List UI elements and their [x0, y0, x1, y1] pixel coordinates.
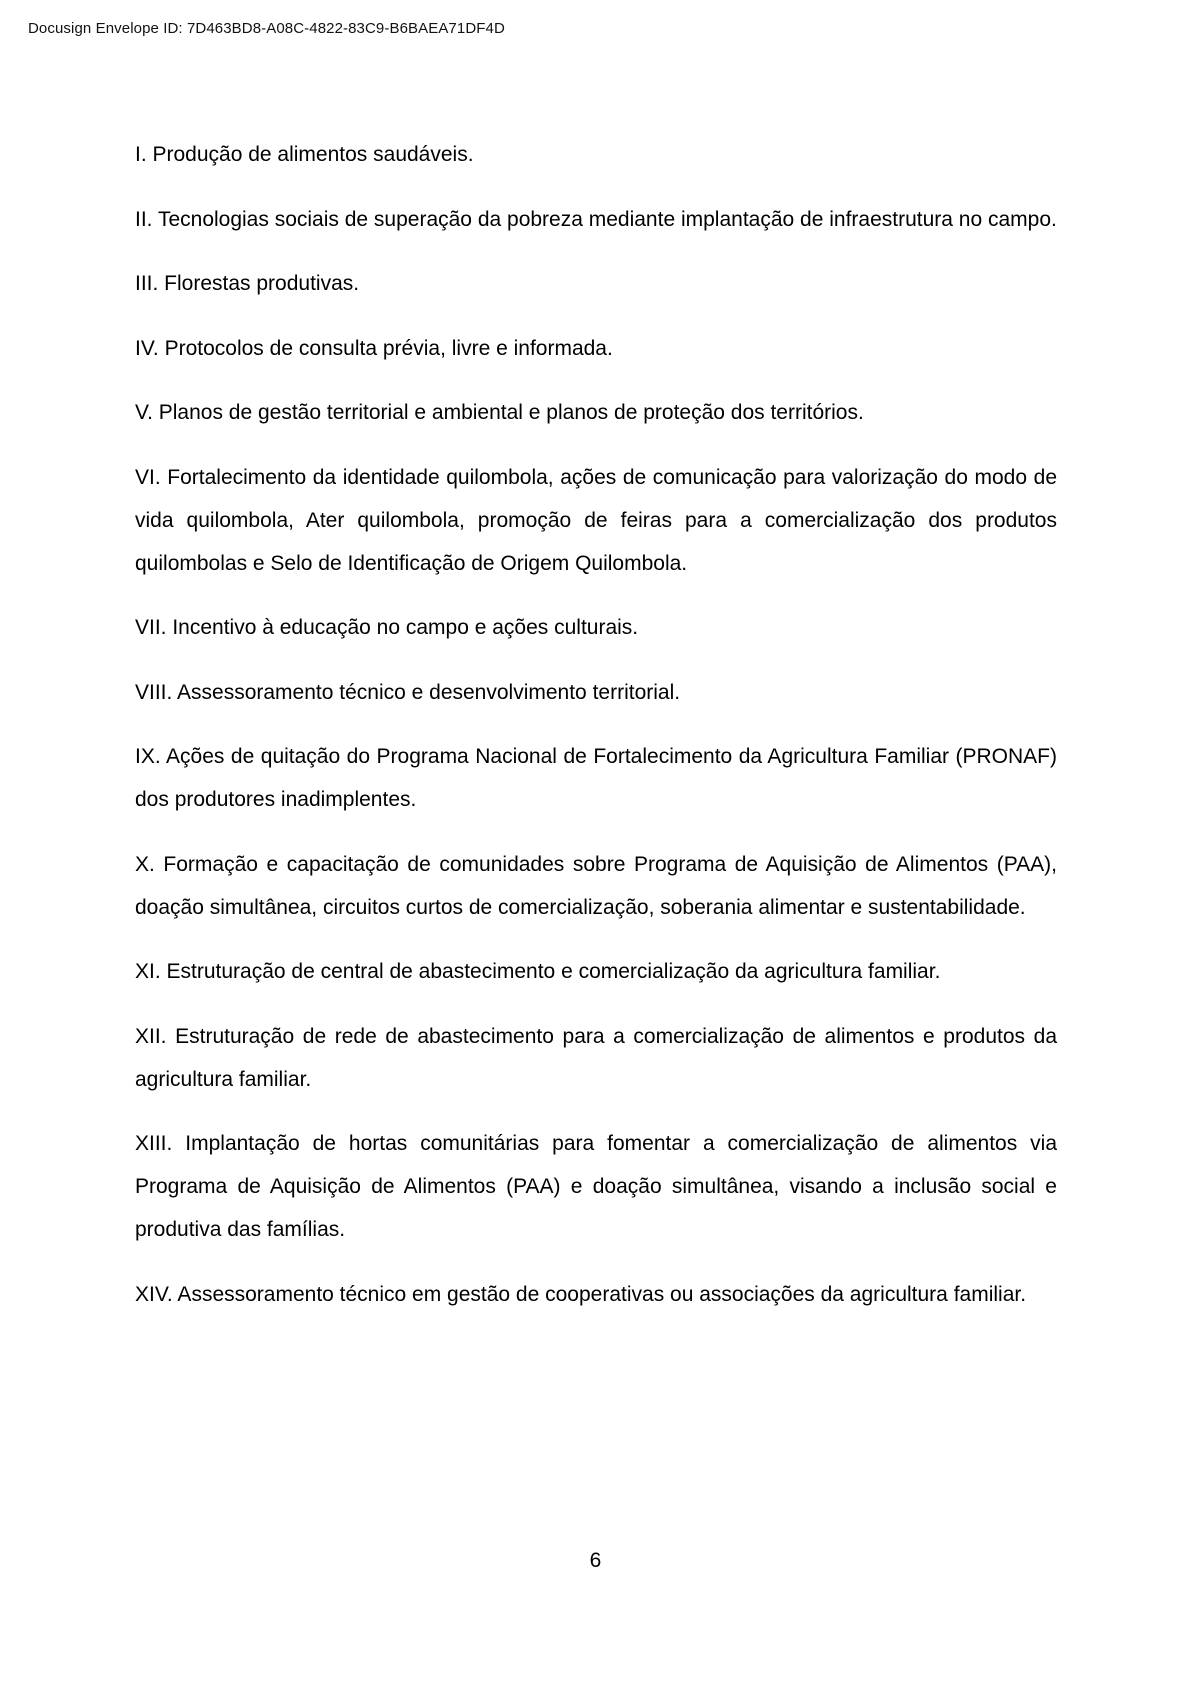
- document-page-content: [135, 133, 1057, 1337]
- page-number: 6: [589, 1549, 602, 1572]
- list-item-iv: IV. Protocolos de consulta prévia, livre e informada.: [135, 336, 613, 360]
- list-item-iii: III. Florestas produtivas.: [135, 272, 360, 295]
- list-item-ii: II. Tecnologias sociais de superação da pobreza mediante implantação de infraestrutura no campo.: [135, 207, 1057, 231]
- list-item-ix: IX. Ações de quitação do Programa Nacional de Fortalecimento da Agricultura Familiar (PRONAF) dos produtores inadimplentes.: [135, 745, 1057, 811]
- docusign-envelope-id-label: Docusign Envelope ID: 7D463BD8-A08C-4822-83C9-B6BAEA71DF4D: [28, 20, 505, 37]
- list-item-vii: VII. Incentivo à educação no campo e ações culturais.: [135, 616, 639, 639]
- list-item-xi: XI. Estruturação de central de abastecimento e comercialização da agricultura familiar.: [135, 960, 941, 983]
- list-item-viii: VIII. Assessoramento técnico e desenvolvimento territorial.: [135, 680, 681, 704]
- list-item-xii: XII. Estruturação de rede de abastecimento para a comercialização de alimentos e produtos da agricultura familiar.: [135, 1024, 1057, 1091]
- list-item-xiv: XIV. Assessoramento técnico em gestão de cooperativas ou associações da agricultura familiar.: [135, 1282, 1027, 1306]
- list-item-xiii: XIII. Implantação de hortas comunitárias para fomentar a comercialização de alimentos via Programa de Aquisição de Alimentos (PAA) e doação simultânea, visando a inclusão social e produtiva das famílias.: [135, 1132, 1057, 1241]
- list-item-vi: VI. Fortalecimento da identidade quilombola, ações de comunicação para valorização do modo de vida quilombola, Ater quilombola, promoção de feiras para a comercialização dos produtos quilombolas e Selo de Identificação de Origem Quilombola.: [135, 465, 1057, 575]
- list-item-v: V. Planos de gestão territorial e ambiental e planos de proteção dos territórios.: [135, 401, 864, 424]
- list-item-i: I. Produção de alimentos saudáveis.: [135, 143, 474, 166]
- list-item-x: X. Formação e capacitação de comunidades sobre Programa de Aquisição de Alimentos (PAA), doação simultânea, circuitos curtos de comercialização, soberania alimentar e sustentabilidade.: [135, 852, 1057, 919]
